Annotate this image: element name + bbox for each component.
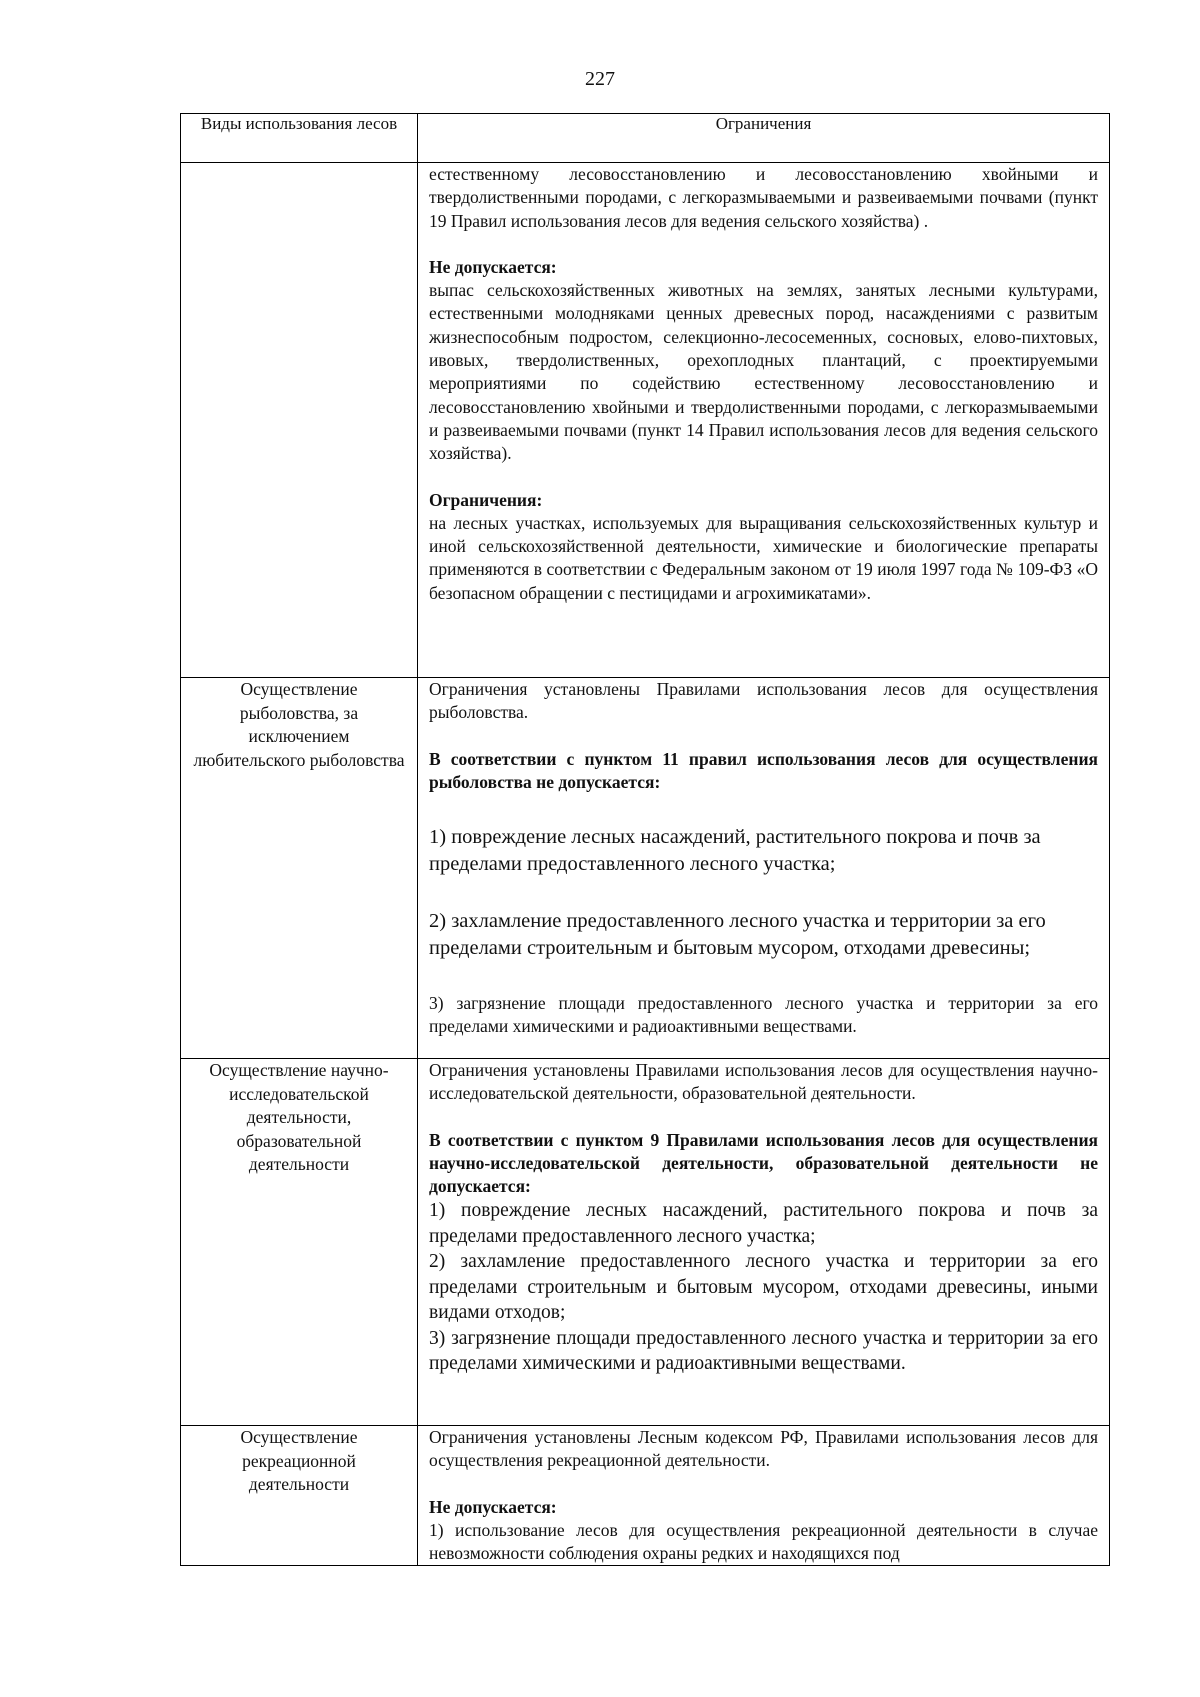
- section-heading: Не допускается:: [429, 1496, 557, 1517]
- paragraph: Ограничения установлены Лесным кодексом РФ, Правилами использования лесов для осуществления рекреационной деятельности.: [429, 1427, 1098, 1471]
- header-restrictions: Ограничения: [418, 114, 1110, 163]
- section-heading: Ограничения:: [429, 489, 543, 510]
- restrictions-table: [180, 113, 1110, 1566]
- usage-type-cell: Осуществление рыболовства, за исключением любительского рыболовства: [181, 678, 418, 1059]
- table-row: [181, 678, 1110, 1059]
- list-item: 2) захламление предоставленного лесного участка и территории за его пределами строительным и бытовым мусором, отходами древесины, иными видами отходов;: [429, 1251, 1098, 1324]
- list-item: 3) загрязнение площади предоставленного лесного участка и территории за его пределами химическими и радиоактивными веществами.: [429, 993, 1098, 1037]
- restrictions-cell: [418, 1059, 1110, 1426]
- list-item: 3) загрязнение площади предоставленного лесного участка и территории за его пределами химическими и радиоактивными веществами.: [429, 1327, 1098, 1375]
- bold-paragraph: В соответствии с пунктом 11 правил использования лесов для осуществления рыболовства не допускается:: [429, 748, 1098, 792]
- usage-type-cell: Осуществление рекреационной деятельности: [181, 1426, 418, 1566]
- usage-type-cell: Осуществление научно-исследовательской деятельности, образовательной деятельности: [181, 1059, 418, 1426]
- table-row: [181, 1426, 1110, 1566]
- table-header-row: [181, 114, 1110, 163]
- list-item: 1) повреждение лесных насаждений, растительного покрова и почв за пределами предоставленного лесного участка;: [429, 826, 1041, 876]
- section-heading: Не допускается:: [429, 256, 557, 277]
- list-item: 2) захламление предоставленного лесного участка и территории за его пределами строительным и бытовым мусором, отходами древесины;: [429, 910, 1046, 960]
- page-number: 227: [585, 68, 615, 90]
- restrictions-cell: [418, 163, 1110, 678]
- header-usage-types: Виды использования лесов: [181, 114, 418, 163]
- paragraph: выпас сельскохозяйственных животных на землях, занятых лесными культурами, естественными молодняками ценных древесных пород, насаждениями с развитым жизнеспособным подростом, селекционно-лесосеменных, сосновых, елово-пихтовых, ивовых, твердолиственных, орехоплодных плантаций, с проектируемыми мероприятиями по содействию естественному лесовосстановлению и лесовосстановлению хвойными и твердолиственными породами, с легкоразмываемыми и развеиваемыми почвами (пункт 14 Правил использования лесов для ведения сельского хозяйства).: [429, 280, 1098, 464]
- table-row: [181, 1059, 1110, 1426]
- list-item: 1) повреждение лесных насаждений, растительного покрова и почв за пределами предоставленного лесного участка;: [429, 1200, 1098, 1247]
- paragraph: естественному лесовосстановлению и лесовосстановлению хвойными и твердолиственными породами, с легкоразмываемыми и развеиваемыми почвами (пункт 19 Правил использования лесов для ведения сельского хозяйства) .: [429, 164, 1098, 231]
- bold-paragraph: В соответствии с пунктом 9 Правилами использования лесов для осуществления научно-исследовательской деятельности, образовательной деятельности не допускается:: [429, 1129, 1098, 1197]
- restrictions-cell: [418, 678, 1110, 1059]
- paragraph: Ограничения установлены Правилами использования лесов для осуществления научно-исследовательской деятельности, образовательной деятельности.: [429, 1060, 1098, 1104]
- paragraph: Ограничения установлены Правилами использования лесов для осуществления рыболовства.: [429, 679, 1098, 723]
- paragraph: на лесных участках, используемых для выращивания сельскохозяйственных культур и иной сельскохозяйственной деятельности, химические и биологические препараты применяются в соответствии с Федеральным законом от 19 июля 1997 года № 109-ФЗ «О безопасном обращении с пестицидами и агрохимикатами».: [429, 512, 1098, 603]
- usage-type-cell: [181, 163, 418, 678]
- list-item: 1) использование лесов для осуществления рекреационной деятельности в случае невозможности соблюдения охраны редких и находящихся под: [429, 1519, 1098, 1564]
- restrictions-cell: [418, 1426, 1110, 1566]
- table-row: [181, 163, 1110, 678]
